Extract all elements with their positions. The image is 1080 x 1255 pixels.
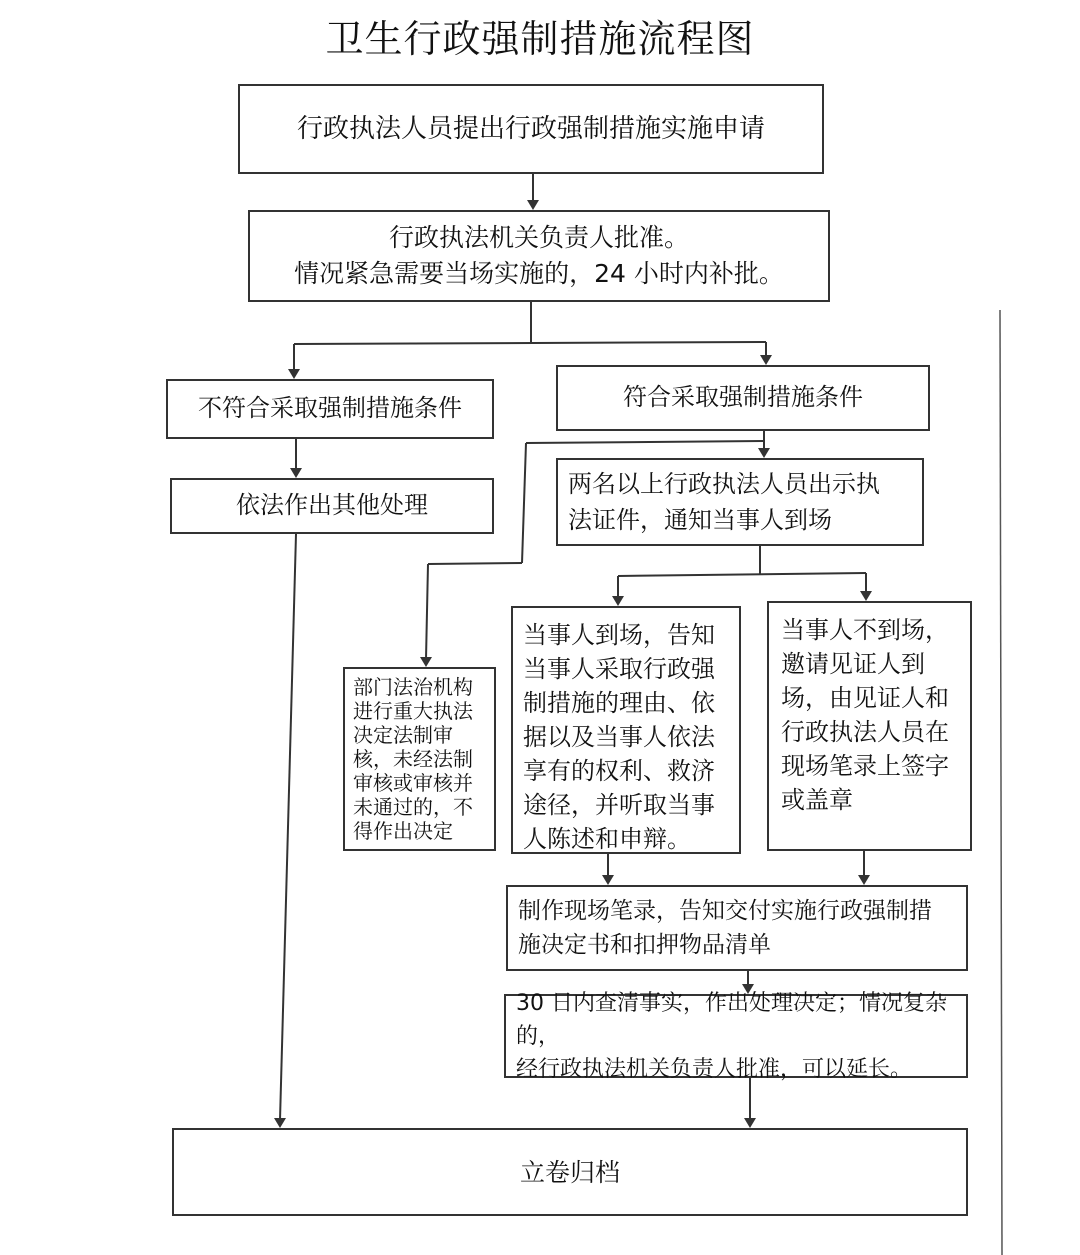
step-party-absent [767, 601, 972, 851]
step-party-absent-text: 当事人不到场，邀请见证人到场，由见证人和行政执法人员在现场笔录上签字或盖章 [781, 616, 949, 815]
step-apply-text: 行政执法人员提出行政强制措施实施申请 [296, 113, 765, 144]
step-legal-review [343, 667, 496, 851]
step-party-present-text: 当事人到场，告知当事人采取行政强制措施的理由、依据以及当事人依法享有的权利、救济途径，并听取当事人陈述和申辩。 [523, 621, 715, 854]
arrow-other-to-archive [280, 534, 296, 1120]
arrowhead [744, 1118, 756, 1128]
step-approve-line2: 情况紧急需要当场实施的，24 小时内补批。 [294, 259, 784, 288]
step-meet [556, 365, 930, 431]
step-apply [238, 84, 824, 174]
step-decision-line1: 30 日内查清事实，作出处理决定；情况复杂的， [516, 990, 947, 1049]
step-not-meet [166, 379, 494, 439]
step-meet-text: 符合采取强制措施条件 [623, 383, 863, 412]
step-record-line1: 制作现场笔录，告知交付实施行政强制措 [518, 897, 932, 924]
page-edge-line [1000, 310, 1002, 1255]
arrowhead [612, 596, 624, 606]
arrowhead [288, 369, 300, 379]
arrowhead [760, 355, 772, 365]
step-decision [504, 990, 968, 1082]
step-archive-text: 立卷归档 [519, 1157, 620, 1187]
step-archive [172, 1128, 968, 1216]
step-decision-line2: 经行政执法机关负责人批准，可以延长。 [516, 1056, 913, 1082]
arrowhead [527, 200, 539, 210]
line-to-legal-review-2 [428, 563, 522, 564]
step-record [506, 885, 968, 971]
page-title: 卫生行政强制措施流程图 [325, 17, 755, 61]
step-party-present [511, 606, 741, 854]
step-legal-review-text: 部门法治机构进行重大执法决定法制审核，未经法制审核或审核并未通过的，不得作出决定 [353, 675, 473, 843]
line-party-split [618, 573, 866, 576]
arrow-to-legal-review [426, 564, 428, 659]
step-show-credentials-line1: 两名以上行政执法人员出示执 [568, 470, 880, 498]
arrowhead [860, 591, 872, 601]
step-other-handling-text: 依法作出其他处理 [236, 491, 428, 520]
step-record-line2: 施决定书和扣押物品清单 [518, 932, 771, 958]
step-approve-line1: 行政执法机关负责人批准。 [388, 222, 689, 252]
step-show-credentials [556, 458, 924, 546]
arrowhead [420, 657, 432, 667]
step-not-meet-text: 不符合采取强制措施条件 [198, 394, 462, 423]
step-other-handling [170, 478, 494, 534]
step-approve [248, 210, 830, 302]
arrowhead [602, 875, 614, 885]
arrowhead [274, 1118, 286, 1128]
line-split-horizontal [294, 342, 766, 344]
arrowhead [858, 875, 870, 885]
line-meet-branch [526, 441, 764, 443]
step-show-credentials-line2: 法证件，通知当事人到场 [568, 506, 832, 534]
line-to-legal-review-1 [522, 443, 526, 563]
arrowhead [290, 468, 302, 478]
arrowhead [758, 448, 770, 458]
